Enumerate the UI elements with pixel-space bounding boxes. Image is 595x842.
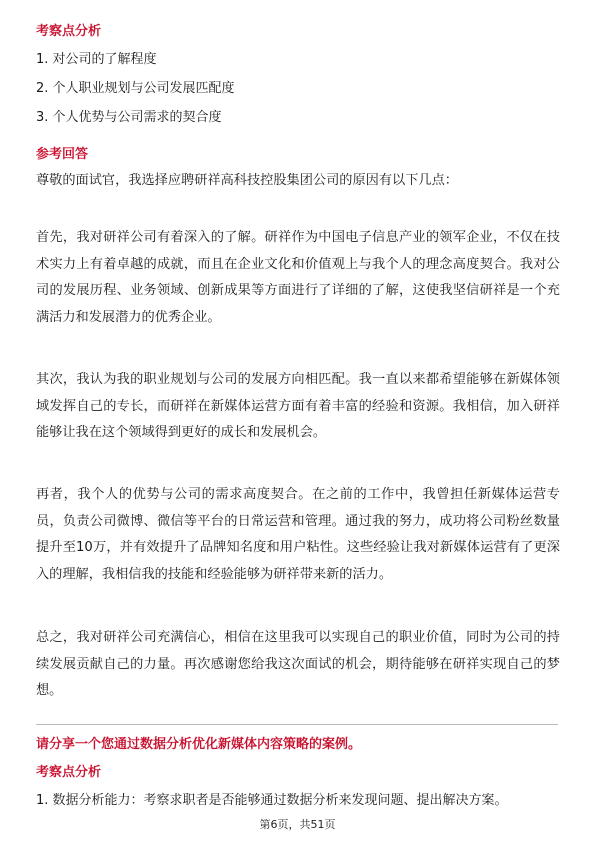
- answer-paragraph-intro: 尊敬的面试官，我选择应聘研祥高科技控股集团公司的原因有以下几点：: [36, 173, 458, 188]
- page-number: 第6页，共51页: [259, 818, 336, 831]
- answer-paragraph-third: 再者，我个人的优势与公司的需求高度契合。在之前的工作中，我曾担任新媒体运营专员，负责公司微博、微信等平台的日常运营和管理。通过我的努力，成功将公司粉丝数量提升至10万，并有效提升了品牌知名度和用户粘性。这些经验让我对新媒体运营有了更深入的理解，我相信我的技能和经验能够为研祥带来新的活力。: [36, 487, 560, 582]
- focus-point-3: 3. 个人优势与公司需求的契合度: [36, 110, 222, 125]
- answer-paragraph-first: 首先，我对研祥公司有着深入的了解。研祥作为中国电子信息产业的领军企业，不仅在技术实力上有着卓越的成就，而且在企业文化和价值观上与我个人的理念高度契合。我对公司的发展历程、业务领域、创新成果等方面进行了详细的了解，这使我坚信研祥是一个充满活力和发展潜力的优秀企业。: [36, 230, 560, 325]
- focus-heading: 考察点分析: [36, 24, 102, 39]
- focus-heading-2: 考察点分析: [36, 765, 102, 780]
- focus-point-2-1: 1. 数据分析能力：考察求职者是否能够通过数据分析来发现问题、提出解决方案。: [36, 793, 508, 808]
- section-divider: [36, 724, 558, 725]
- focus-point-2: 2. 个人职业规划与公司发展匹配度: [36, 81, 235, 96]
- question-heading: 请分享一个您通过数据分析优化新媒体内容策略的案例。: [36, 737, 362, 752]
- answer-heading: 参考回答: [36, 147, 89, 162]
- answer-paragraph-second: 其次，我认为我的职业规划与公司的发展方向相匹配。我一直以来都希望能够在新媒体领域发挥自己的专长，而研祥在新媒体运营方面有着丰富的经验和资源。我相信，加入研祥能够让我在这个领域得到更好的成长和发展机会。: [36, 372, 560, 440]
- answer-paragraph-conclusion: 总之，我对研祥公司充满信心，相信在这里我可以实现自己的职业价值，同时为公司的持续发展贡献自己的力量。再次感谢您给我这次面试的机会，期待能够在研祥实现自己的梦想。: [36, 630, 560, 698]
- focus-point-1: 1. 对公司的了解程度: [36, 52, 157, 67]
